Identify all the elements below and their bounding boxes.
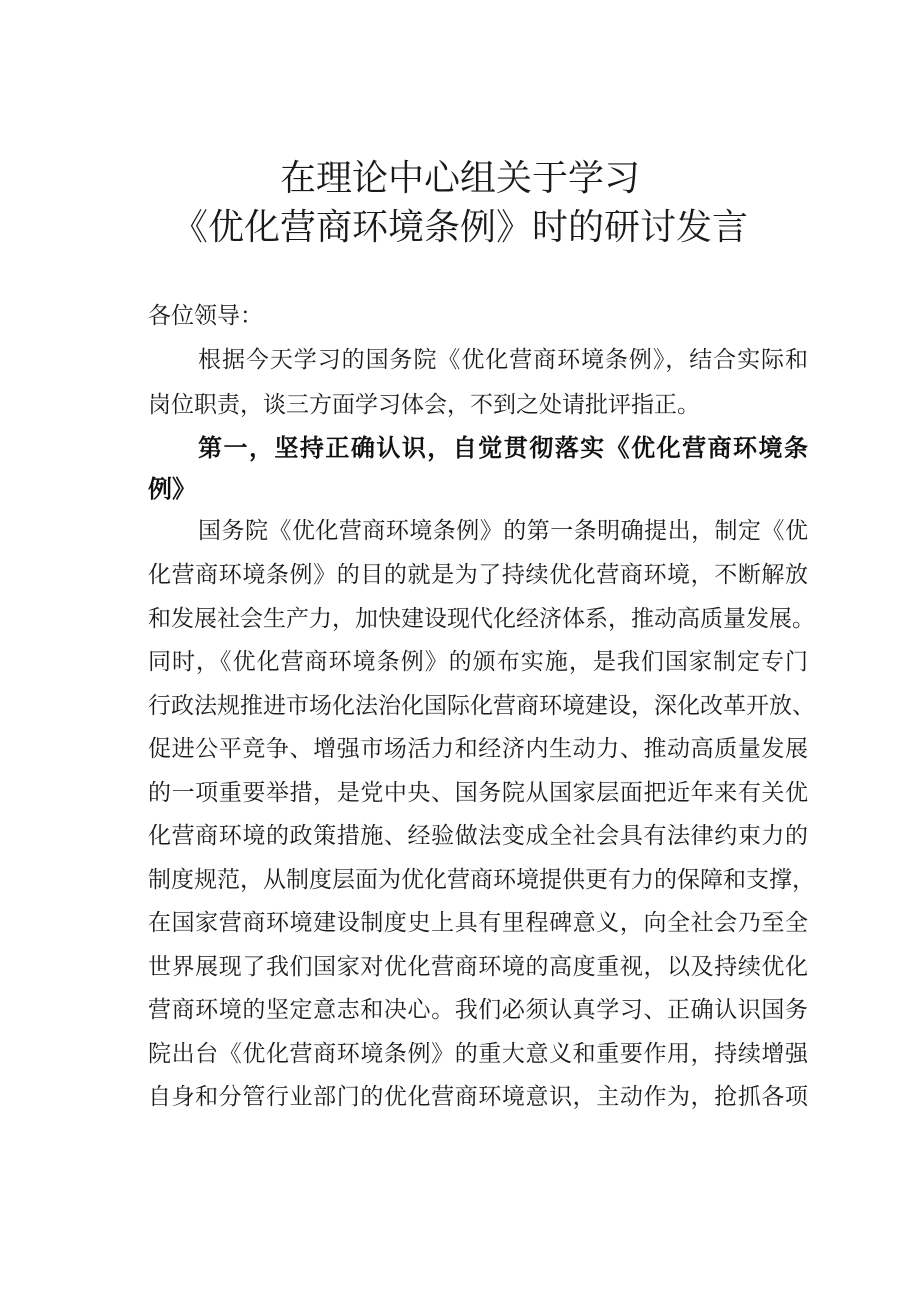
body-line: 化营商环境的政策措施、经验做法变成全社会具有法律约束力的 [148,823,808,849]
body-line: 自身和分管行业部门的优化营商环境意识，主动作为，抢抓各项 [148,1084,808,1110]
body-line: 营商环境的坚定意志和决心。我们必须认真学习、正确认识国务 [148,997,808,1023]
salutation: 各位领导： [148,303,263,329]
title-line-1: 在理论中心组关于学习 [279,158,640,199]
intro-line: 根据今天学习的国务院《优化营商环境条例》，结合实际和 [198,347,808,373]
section-heading: 例》 [148,475,196,503]
body-line: 制度规范，从制度层面为优化营商环境提供更有力的保障和支撑， [148,867,815,893]
body-line: 的一项重要举措，是党中央、国务院从国家层面把近年来有关优 [148,780,808,806]
section-heading: 第一，坚持正确认识，自觉贯彻落实《优化营商环境条 [198,434,808,462]
body-line: 在国家营商环境建设制度史上具有里程碑意义，向全社会乃至全 [148,910,808,936]
intro-line: 岗位职责，谈三方面学习体会，不到之处请批评指正。 [148,392,700,418]
body-line: 化营商环境条例》的目的就是为了持续优化营商环境，不断解放 [148,562,808,588]
body-line: 和发展社会生产力，加快建设现代化经济体系，推动高质量发展。 [148,606,815,632]
body-line: 世界展现了我们国家对优化营商环境的高度重视，以及持续优化 [148,954,808,980]
body-line: 行政法规推进市场化法治化国际化营商环境建设，深化改革开放、 [148,693,815,719]
body-line: 同时，《优化营商环境条例》的颁布实施，是我们国家制定专门 [148,649,808,675]
body-line: 国务院《优化营商环境条例》的第一条明确提出，制定《优 [198,518,808,544]
body-line: 院出台《优化营商环境条例》的重大意义和重要作用，持续增强 [148,1041,808,1067]
title-line-2: 《优化营商环境条例》时的研讨发言 [171,207,748,248]
body-line: 促进公平竞争、增强市场活力和经济内生动力、推动高质量发展 [148,736,808,762]
